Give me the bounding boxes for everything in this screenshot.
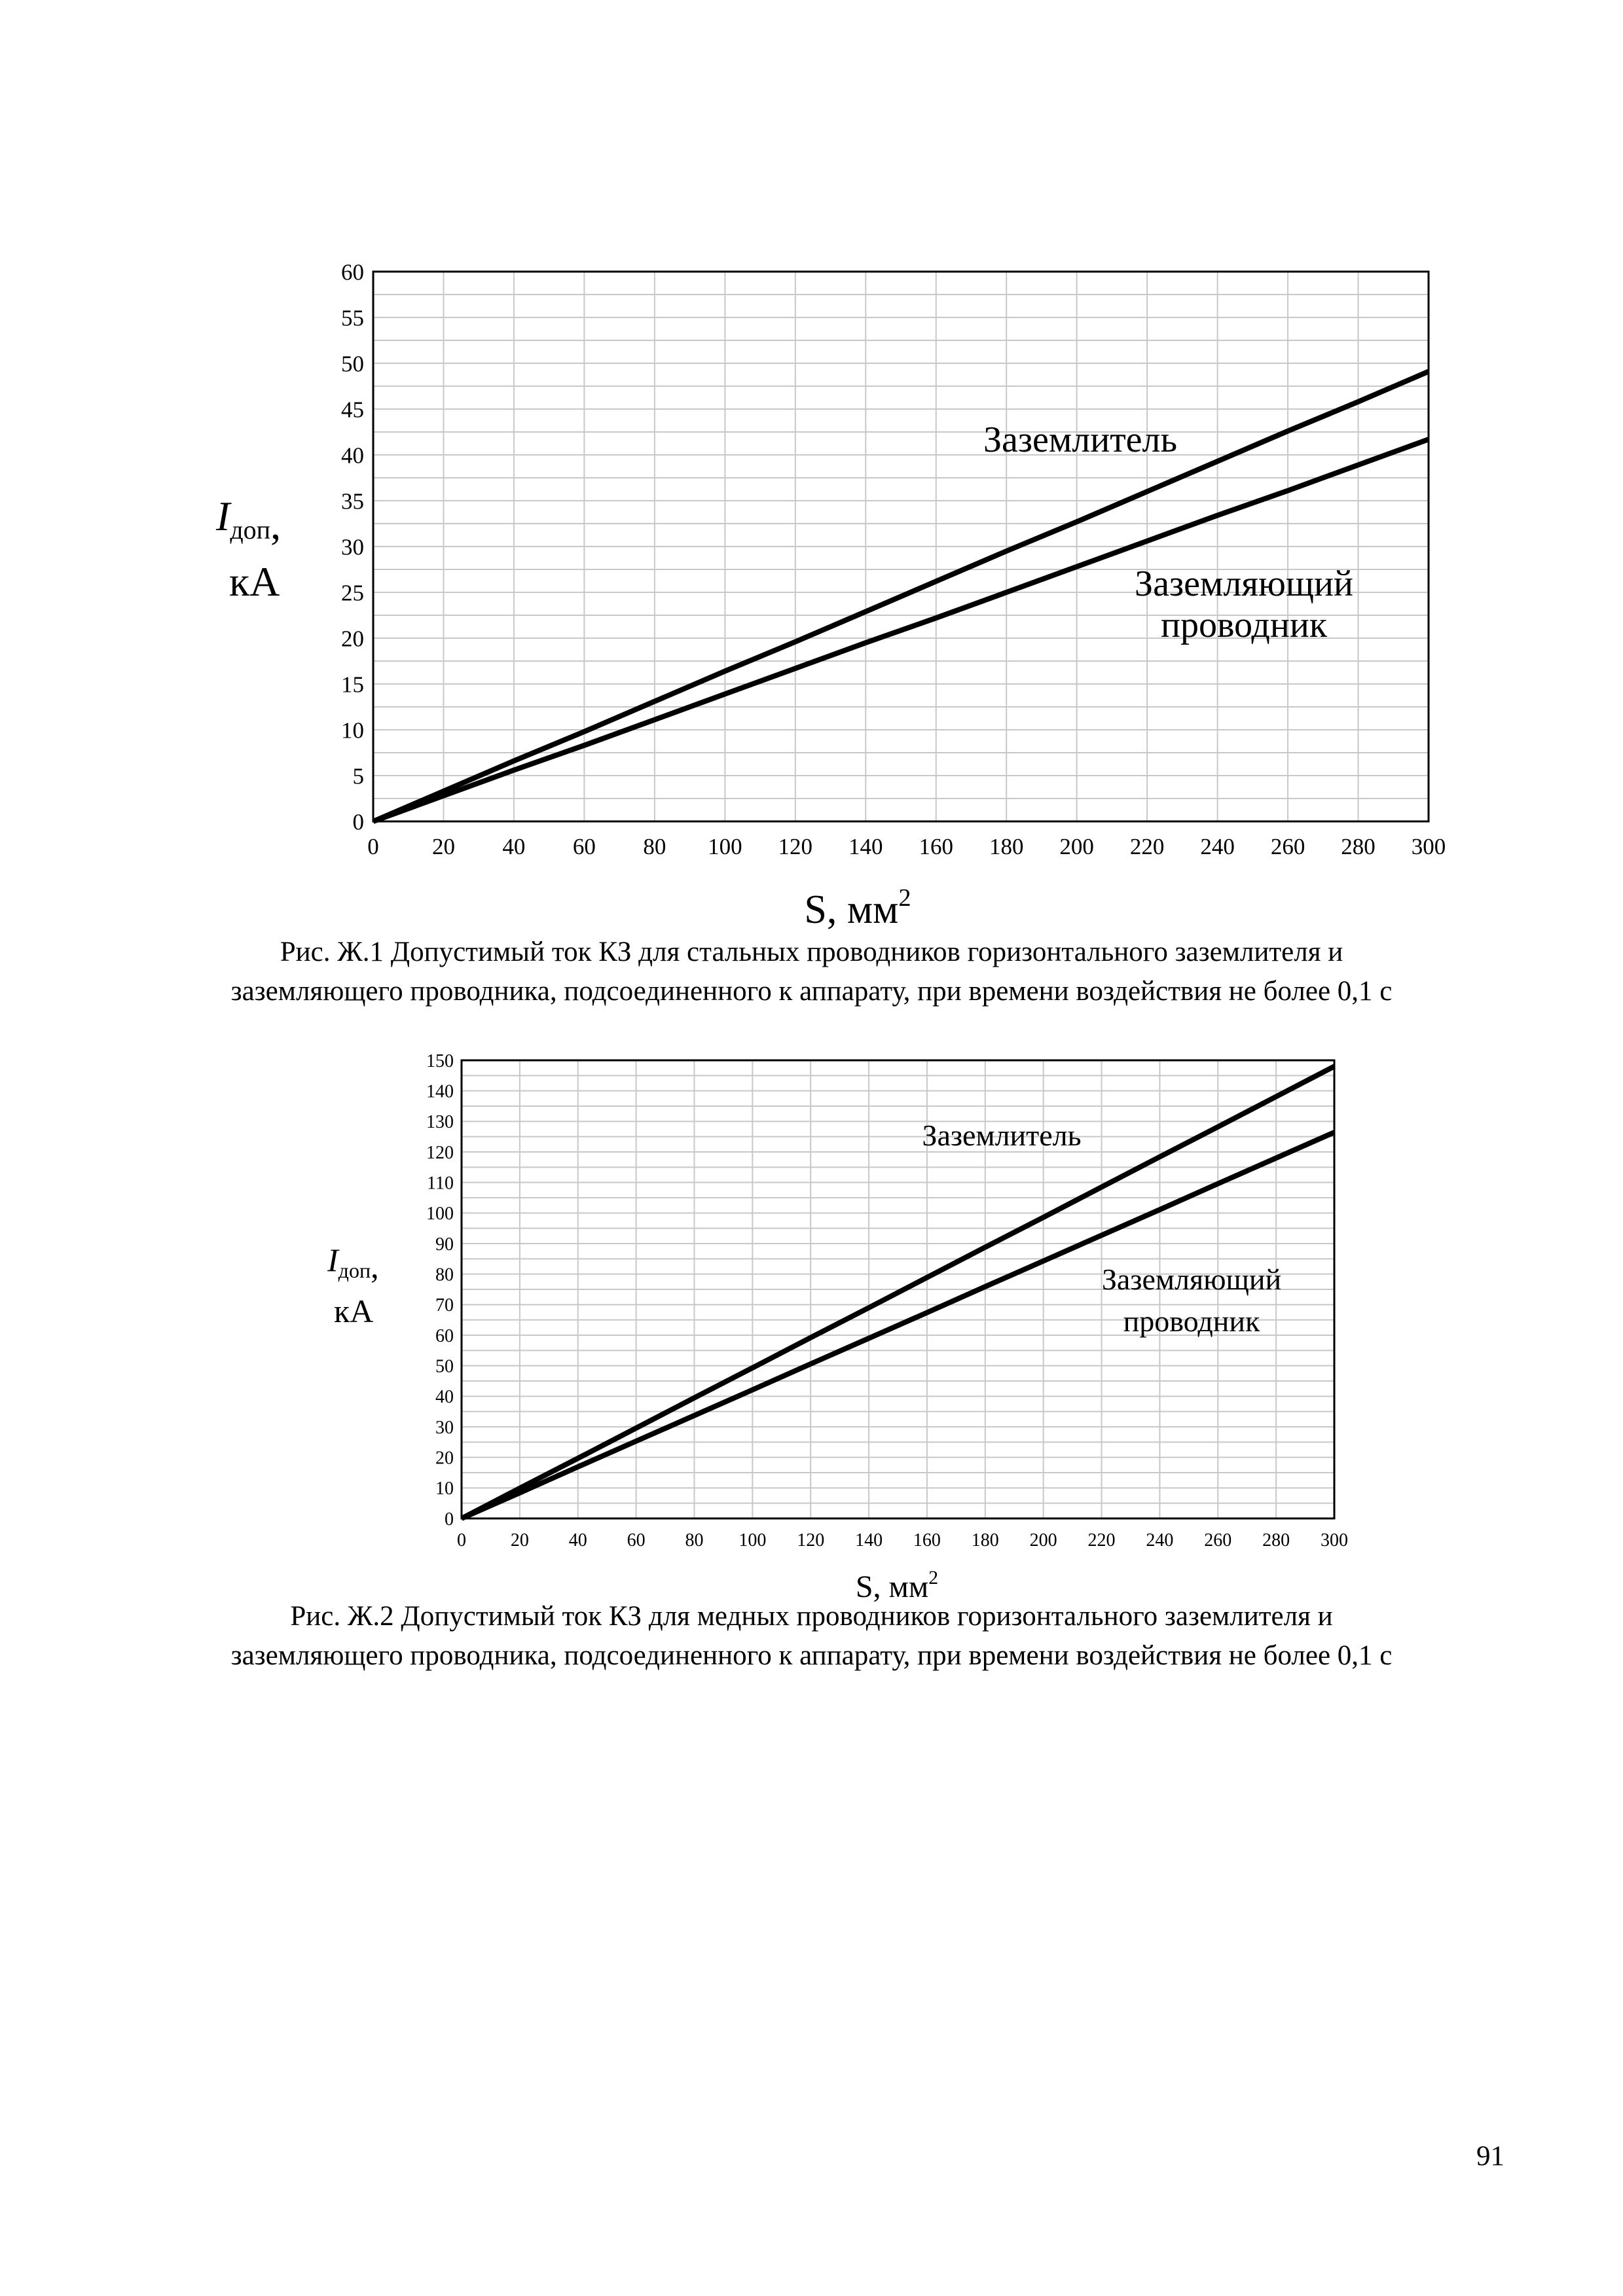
y-tick-label: 10	[341, 717, 364, 744]
x-tick-label: 160	[913, 1530, 941, 1551]
y-tick-label: 60	[435, 1325, 454, 1346]
y-tick-label: 140	[426, 1081, 454, 1102]
x-tick-label: 220	[1087, 1530, 1116, 1551]
x-tick-label: 260	[1270, 834, 1305, 859]
x-tick-label: 240	[1146, 1530, 1174, 1551]
y-axis-comma: ,	[270, 501, 282, 548]
x-tick-label: 200	[1059, 834, 1094, 859]
y-tick-label: 15	[341, 672, 364, 698]
x-tick-label: 100	[739, 1530, 767, 1551]
y-tick-label: 60	[341, 259, 364, 285]
y-axis-title	[215, 493, 281, 548]
x-tick-label: 300	[1411, 834, 1446, 859]
figure-2-caption-line-1: Рис. Ж.2 Допустимый ток КЗ для медных проводников горизонтального заземлителя и	[290, 1601, 1333, 1632]
y-tick-label: 35	[341, 488, 364, 514]
series-label-line: Заземляющий	[1101, 1263, 1282, 1296]
figure-1-caption	[0, 933, 1623, 1011]
series-label-zazemlyayushchiy-provodnik	[1102, 1263, 1281, 1338]
x-tick-label: 200	[1029, 1530, 1057, 1551]
x-tick-label: 300	[1321, 1530, 1348, 1551]
page-number: 91	[1476, 2141, 1504, 2172]
y-tick-label: 25	[341, 580, 364, 606]
y-axis-subscript: доп	[230, 514, 271, 545]
x-tick-label: 100	[708, 834, 742, 859]
x-tick-label: 240	[1200, 834, 1235, 859]
x-tick-label: 120	[797, 1530, 825, 1551]
y-tick-label: 110	[427, 1173, 454, 1194]
series-label-line: проводник	[1123, 1304, 1260, 1338]
x-tick-label: 160	[919, 834, 953, 859]
y-axis-comma: ,	[371, 1248, 379, 1285]
x-tick-label: 280	[1341, 834, 1376, 859]
series-label-line: Заземлитель	[922, 1119, 1082, 1152]
x-tick-label: 80	[643, 834, 666, 859]
figure-1-caption-line-1: Рис. Ж.1 Допустимый ток КЗ для стальных проводников горизонтального заземлителя и	[280, 937, 1343, 967]
y-tick-label: 30	[435, 1417, 454, 1438]
y-tick-label: 20	[341, 626, 364, 652]
y-tick-label: 150	[426, 1050, 454, 1071]
y-axis-symbol: I	[327, 1242, 338, 1278]
x-tick-label: 0	[367, 834, 379, 859]
chart-1-tick-labels	[341, 259, 1446, 859]
y-tick-label: 45	[341, 397, 364, 423]
y-tick-label: 50	[435, 1356, 454, 1377]
x-tick-label: 0	[457, 1530, 466, 1551]
y-tick-label: 120	[426, 1142, 454, 1163]
chart-1-axis-titles	[215, 493, 911, 932]
y-tick-label: 55	[341, 305, 364, 331]
x-axis-label-text: S, мм	[855, 1570, 929, 1604]
x-axis-superscript: 2	[898, 884, 911, 912]
y-axis-unit: кА	[334, 1293, 374, 1329]
y-tick-label: 0	[445, 1509, 454, 1530]
x-tick-label: 220	[1129, 834, 1165, 859]
y-tick-label: 40	[435, 1387, 454, 1408]
x-tick-label: 180	[971, 1530, 999, 1551]
series-label-line: Заземляющий	[1135, 564, 1353, 604]
series-label-line: проводник	[1160, 605, 1328, 645]
y-axis-title	[327, 1242, 379, 1285]
x-tick-label: 60	[627, 1530, 646, 1551]
y-tick-label: 70	[435, 1295, 454, 1316]
x-axis-label-text: S, мм	[804, 888, 899, 932]
y-tick-label: 80	[435, 1265, 454, 1285]
chart-1-steel	[0, 249, 1623, 942]
chart-1-grid	[373, 272, 1429, 821]
figure-2-caption	[0, 1597, 1623, 1676]
x-tick-label: 120	[778, 834, 813, 859]
x-tick-label: 20	[431, 834, 455, 859]
x-tick-label: 260	[1204, 1530, 1232, 1551]
figure-1-caption-line-2: заземляющего проводника, подсоединенного к аппарату, при времени воздействия не более 0,1 с	[230, 976, 1393, 1007]
y-tick-label: 130	[426, 1112, 454, 1133]
y-tick-label: 10	[435, 1479, 454, 1499]
x-tick-label: 80	[685, 1530, 704, 1551]
y-tick-label: 40	[341, 442, 364, 469]
x-tick-label: 40	[568, 1530, 587, 1551]
x-axis-superscript: 2	[928, 1566, 939, 1588]
x-tick-label: 140	[848, 834, 883, 859]
x-tick-label: 20	[510, 1530, 529, 1551]
y-tick-label: 20	[435, 1448, 454, 1469]
series-label-zazemlitel	[922, 1119, 1081, 1152]
x-tick-label: 140	[855, 1530, 883, 1551]
x-tick-label: 180	[989, 834, 1024, 859]
y-axis-unit: кА	[229, 558, 280, 605]
x-axis-title	[804, 884, 911, 932]
y-axis-symbol: I	[216, 493, 230, 539]
y-tick-label: 30	[341, 534, 364, 560]
y-axis-subscript: доп	[338, 1259, 371, 1282]
y-tick-label: 100	[426, 1204, 454, 1225]
y-tick-label: 90	[435, 1234, 454, 1255]
y-tick-label: 0	[352, 809, 364, 835]
x-tick-label: 60	[572, 834, 596, 859]
chart-2-copper	[0, 1041, 1623, 1630]
figure-2-caption-line-2: заземляющего проводника, подсоединенного к аппарату, при времени воздействия не более 0,1 с	[230, 1640, 1393, 1671]
y-tick-label: 5	[352, 763, 364, 789]
series-label-zazemlyayushchiy-provodnik	[1135, 564, 1353, 645]
series-label-line: Заземлитель	[983, 420, 1178, 460]
x-tick-label: 280	[1262, 1530, 1290, 1551]
y-tick-label: 50	[341, 351, 364, 377]
x-tick-label: 40	[502, 834, 526, 859]
series-label-zazemlitel	[983, 420, 1177, 460]
